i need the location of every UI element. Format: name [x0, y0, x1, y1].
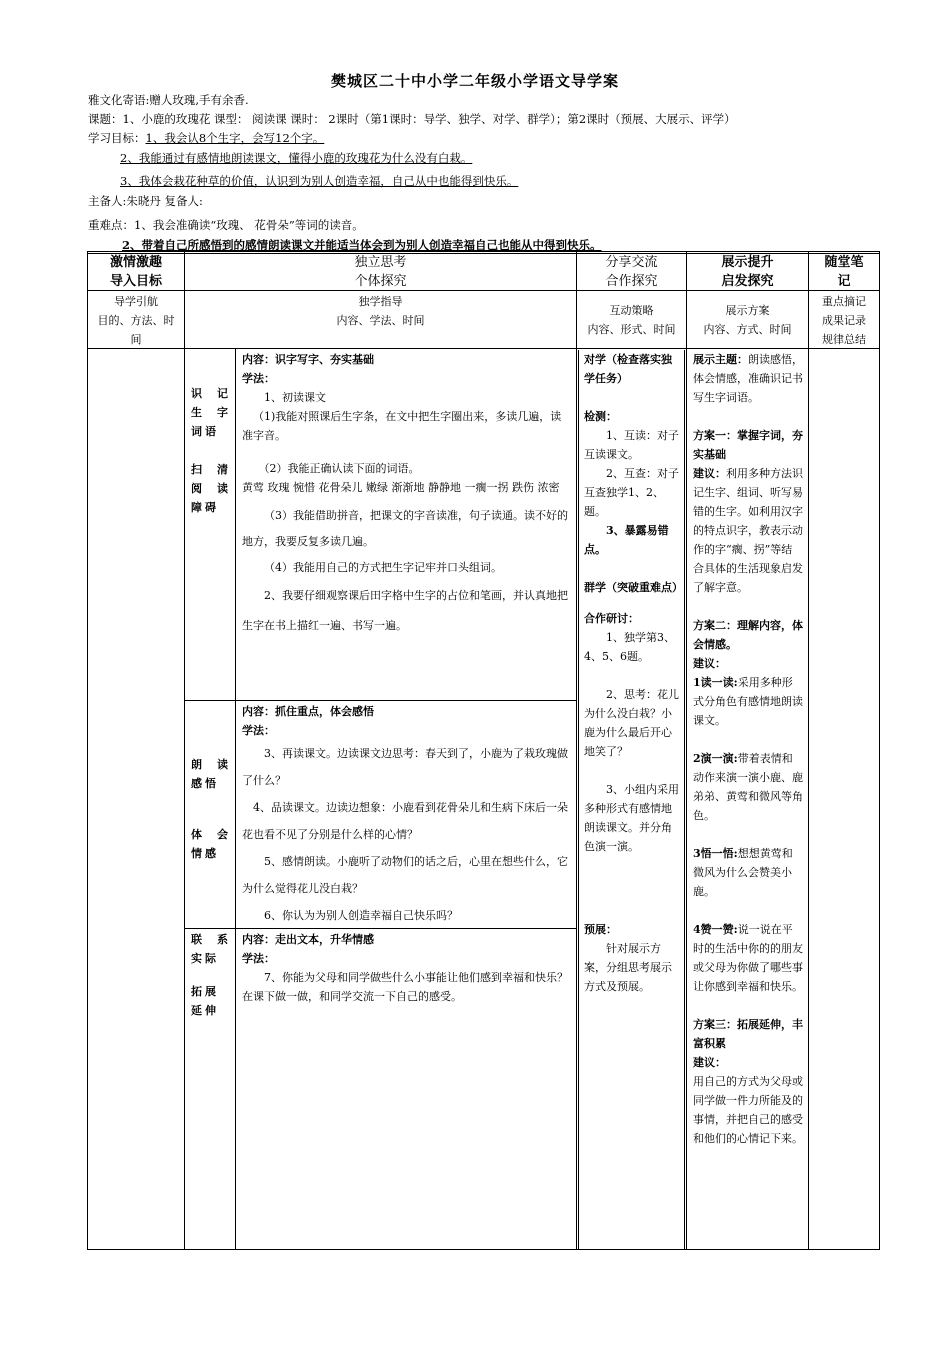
header-col-3-line-2: 合作探究 [605, 274, 658, 289]
plan-2-suggest-label: 建议： [693, 657, 726, 670]
subheader-col-4-line-1: 展示方案 [725, 304, 770, 317]
motto: 雅文化寄语:赠人玫瑰,手有余香. [88, 93, 249, 107]
side-label-3 [191, 930, 243, 1020]
section-literacy-item: 黄莺 玫瑰 惋惜 花骨朵儿 嫩绿 渐渐地 静静地 一瘸一拐 跌伤 浓密 [242, 481, 560, 494]
header-col-3 [577, 253, 686, 291]
subheader-col-1 [88, 292, 184, 349]
subheader-col-3-line-2: 内容、形式、时间 [587, 323, 676, 336]
check-item: 1、互读：对子互读课文。 [584, 429, 679, 461]
check-item: 2、互查：对子互查独学1、2、题。 [584, 467, 679, 518]
subheader-col-4 [687, 301, 808, 339]
section-literacy-item: 1、初读课文 [264, 391, 326, 404]
header-col-5-line-2: 记 [837, 274, 851, 289]
section-reading-item: 4、品读课文。边读边想象：小鹿看到花骨朵儿和生病下床后一朵花也看不见了分别是什么样的心情？ [242, 801, 568, 841]
plan-2-step-text: 想想黄莺和微风为什么会赞美小鹿。 [693, 847, 793, 898]
section-reading-item: 3、再读课文。边读课文边思考：春天到了，小鹿为了栽玫瑰做了什么？ [242, 747, 568, 787]
plan-2-step-text: 采用多种形式分角色有感情地朗读课文。 [693, 676, 803, 727]
section-extension-method: 学法： [242, 952, 275, 965]
plan-2-step-text: 带着表情和动作来演一演小鹿、鹿弟弟、黄莺和微风等角色。 [693, 752, 803, 822]
header-col-1-line-1: 激情激趣 [109, 255, 162, 270]
goal-2: 2、我能通过有感情地朗读课文，懂得小鹿的玫瑰花为什么没有白栽。 [120, 151, 473, 165]
side-label-1-line-3: 词语 [191, 425, 219, 438]
header-col-2-line-2: 个体探究 [354, 274, 407, 289]
side-label-2-line-2: 感悟 [191, 777, 219, 790]
plan-1-suggest-label: 建议： [693, 467, 726, 480]
side-label-1-line-2: 生字 [191, 406, 243, 419]
preview-heading: 预展： [584, 923, 617, 936]
side-label-1-line-6: 障碍 [191, 501, 219, 514]
plan-2-step-label: 3悟一悟: [693, 847, 738, 860]
header-col-3-line-1: 分享交流 [605, 255, 658, 270]
discussion-item: 2、思考：花儿为什么没白栽？小鹿为什么最后开心地笑了？ [584, 688, 679, 758]
course-info: 课题：1、小鹿的玫瑰花 课型： 阅读课 课时： 2课时（第1课时：导学、独学、对学、群学）；第2课时（预展、大展示、评学） [88, 112, 736, 126]
header-col-4-line-2: 启发探究 [721, 274, 774, 289]
plan-2-step-label: 1读一读: [693, 676, 738, 689]
presentation-plan [693, 350, 803, 1148]
section-literacy-method: 学法： [242, 372, 275, 385]
side-label-3-line-1: 联系 [191, 933, 243, 946]
section-literacy-item: （2）我能正确认读下面的词语。 [258, 462, 420, 475]
theme-text: 朗读感悟，体会情感，准确识记书写生字词语。 [693, 353, 803, 404]
key-prefix: 重难点： [88, 218, 134, 232]
side-label-1-line-5: 阅读 [191, 482, 243, 495]
preparers: 主备人:朱晓丹 复备人: [88, 194, 203, 208]
header-col-5 [809, 253, 879, 291]
section-reading-heading: 内容：抓住重点，体会感悟 [242, 705, 374, 718]
key-2: 2、带着自己所感悟到的感情朗读课文并能适当体会到为别人创造幸福自己也能从中得到快乐。 [122, 238, 602, 252]
subheader-col-4-line-2: 内容、方式、时间 [703, 323, 792, 336]
section-reading-item: 6、你认为为别人创造幸福自己快乐吗？ [264, 909, 458, 922]
plan-1-heading: 方案一：掌握字词，夯实基础 [693, 429, 803, 461]
subheader-col-5-line-2: 成果记录 [822, 314, 866, 327]
check-heading: 检测： [584, 410, 617, 423]
subheader-col-5-line-3: 规律总结 [822, 333, 866, 346]
key-1: 1、我会准确读“玫瑰、 花骨朵”等词的读音。 [134, 218, 364, 232]
subheader-col-5 [809, 292, 879, 349]
section-literacy-item: 2、我要仔细观察课后田字格中生字的占位和笔画，并认真地把生字在书上描红一遍、书写一遍。 [242, 589, 568, 632]
plan-2-step-text: 说一说在平时的生活中你的的朋友或父母为你做了哪些事让你感到幸福和快乐。 [693, 923, 803, 993]
header-col-2 [185, 253, 576, 291]
subheader-col-3-line-1: 互动策略 [609, 304, 654, 317]
side-label-3-line-3: 拓展 [191, 985, 219, 998]
section-literacy-item: （4）我能用自己的方式把生字记牢并口头组词。 [264, 561, 502, 574]
group-learning-heading: 群学（突破重难点） [584, 581, 683, 594]
subheader-col-1-line-2: 目的、方法、时 [97, 314, 175, 327]
section-extension-item: 7、你能为父母和同学做些什么小事能让他们感到幸福和快乐？在课下做一做，和同学交流一下自己的感受。 [242, 971, 568, 1003]
header-col-2-line-1: 独立思考 [354, 255, 407, 270]
subheader-col-1-line-3: 间 [130, 333, 142, 346]
side-label-1 [191, 384, 243, 517]
goal-prefix: 学习目标： [88, 131, 146, 145]
preview-item: 针对展示方案，分组思考展示方式及预展。 [584, 942, 672, 993]
side-label-2-line-4: 情感 [191, 847, 219, 860]
goal-3: 3、我体会栽花种草的价值，认识到为别人创造幸福，自己从中也能得到快乐。 [120, 174, 519, 188]
plan-1-text: 利用多种方法识记生字、组词、听写易错的生字。如利用汉字的特点识字，教表示动作的字“瘸、拐”等结合具体的生活现象启发了解字意。 [693, 467, 803, 594]
plan-2-step-label: 4赞一赞: [693, 923, 738, 936]
section-reading-item: 5、感情朗读。小鹿听了动物们的话之后，心里在想些什么，它为什么觉得花儿没白栽？ [242, 855, 568, 895]
plan-3-heading: 方案三：拓展延伸，丰富积累 [693, 1018, 803, 1050]
side-label-1-line-4: 扫清 [191, 463, 243, 476]
subheader-col-2 [185, 292, 576, 330]
side-label-2-line-3: 体会 [191, 828, 243, 841]
page-title: 樊城区二十中小学二年级小学语文导学案 [330, 72, 619, 90]
pair-learning-heading: 对学（检查落实独学任务） [584, 353, 672, 385]
section-literacy [242, 350, 572, 641]
interaction-strategy [584, 350, 683, 996]
plan-3-suggest-label: 建议： [693, 1056, 726, 1069]
plan-2-heading: 方案二：理解内容，体会情感。 [693, 619, 803, 651]
subheader-col-5-line-1: 重点摘记 [822, 295, 866, 308]
side-label-1-line-1: 识记 [191, 387, 243, 400]
subheader-col-1-line-1: 导学引航 [114, 295, 158, 308]
section-reading-method: 学法： [242, 724, 275, 737]
section-reading [242, 702, 572, 929]
goal-1: 1、我会认8个生字，会写12个字。 [145, 131, 325, 145]
section-extension [242, 930, 572, 1006]
discussion-heading: 合作研讨： [584, 612, 639, 625]
subheader-col-2-line-2: 内容、学法、时间 [336, 314, 425, 327]
plan-2-step-label: 2演一演: [693, 752, 738, 765]
plan-3-text: 用自己的方式为父母或同学做一件力所能及的事情，并把自己的感受和他们的心情记下来。 [693, 1075, 803, 1145]
side-label-2-line-1: 朗读 [191, 758, 243, 771]
header-col-1 [88, 253, 184, 291]
section-literacy-heading: 内容：识字写字、夯实基础 [242, 353, 374, 366]
side-label-3-line-2: 实际 [191, 952, 219, 965]
side-label-3-line-4: 延伸 [191, 1004, 219, 1017]
section-literacy-item: （3）我能借助拼音，把课文的字音读准，句子读通。读不好的地方，我要反复多读几遍。 [242, 509, 568, 548]
side-label-2 [191, 755, 243, 863]
header-col-4-line-1: 展示提升 [721, 255, 774, 270]
theme-label: 展示主题： [693, 353, 748, 366]
check-item: 3、暴露易错点。 [584, 524, 669, 556]
section-extension-heading: 内容：走出文本，升华情感 [242, 933, 374, 946]
header-col-5-line-1: 随堂笔 [824, 255, 864, 270]
subheader-col-2-line-1: 独学指导 [358, 295, 403, 308]
section-literacy-item: （1)我能对照课后生字条，在文中把生字圈出来，多读几遍，读准字音。 [242, 410, 562, 442]
subheader-col-3 [577, 301, 686, 339]
header-col-1-line-2: 导入目标 [109, 274, 162, 289]
discussion-item: 1、独学第3、4、5、6题。 [584, 631, 675, 663]
discussion-item: 3、小组内采用多种形式有感情地朗读课文。并分角色演一演。 [584, 783, 679, 853]
header-col-4 [687, 253, 808, 291]
